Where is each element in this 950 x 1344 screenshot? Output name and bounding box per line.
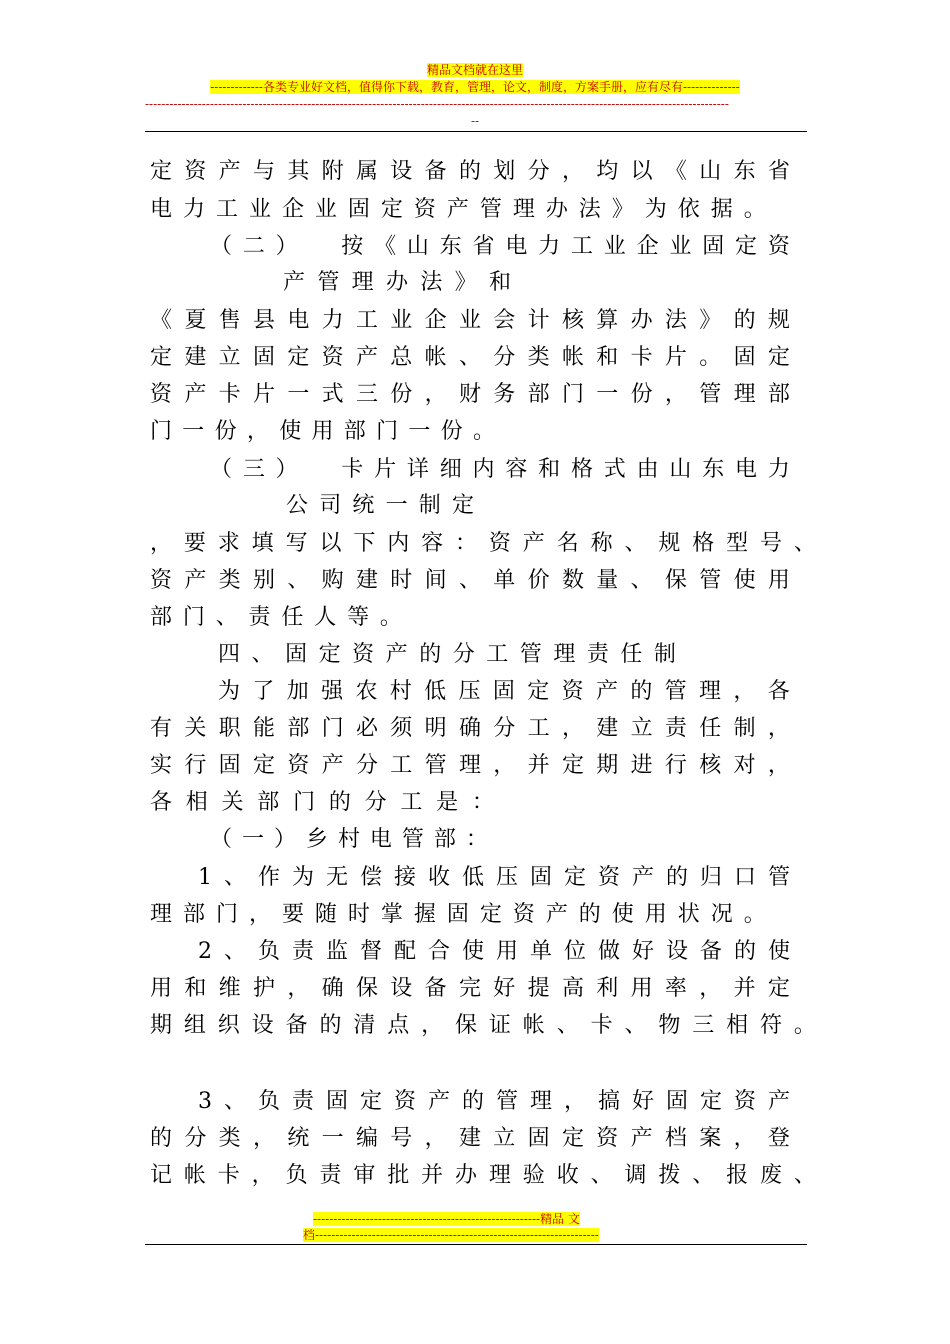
- text-line: 资 产 卡 片 一 式 三 份 ， 财 务 部 门 一 份 ， 管 理 部: [150, 382, 790, 407]
- text-line: 资 产 类 别 、 购 建 时 间 、 单 价 数 量 、 保 管 使 用: [150, 568, 790, 593]
- text-line: 产 管 理 办 法 》 和: [283, 270, 511, 295]
- text-line: 电 力 工 业 企 业 固 定 资 产 管 理 办 法 》 为 依 据 。: [150, 197, 766, 222]
- header-rule: [145, 131, 807, 132]
- list-item: 1 、 作 为 无 偿 接 收 低 压 固 定 资 产 的 归 口 管: [198, 865, 790, 890]
- header-title: 精品文档就在这里: [426, 63, 523, 77]
- text-line: ， 要 求 填 写 以 下 内 容 ： 资 产 名 称 、 规 格 型 号 、: [150, 531, 816, 556]
- text-line: 定 资 产 与 其 附 属 设 备 的 划 分 ， 均 以 《 山 东 省: [150, 159, 790, 184]
- list-item: 3 、 负 责 固 定 资 产 的 管 理 ， 搞 好 固 定 资 产: [198, 1089, 790, 1114]
- footer-line1: --------------------------------------------------------精品 文: [313, 1212, 580, 1226]
- header-dash-line: ------------------------------------------------------------------------------------------------------------------------------------------------: [145, 97, 729, 111]
- subsection-heading: （ 一 ） 乡 村 电 管 部 ：: [210, 827, 488, 852]
- footer-line2: 档----------------------------------------------------------------------: [303, 1228, 599, 1242]
- text-line: 的 分 类 ， 统 一 编 号 ， 建 立 固 定 资 产 档 案 ， 登: [150, 1126, 790, 1151]
- text-line: 门 一 份 ， 使 用 部 门 一 份 。: [150, 419, 495, 444]
- footer-rule: [145, 1244, 807, 1245]
- text-line: 用 和 维 护 ， 确 保 设 备 完 好 提 高 利 用 率 ， 并 定: [150, 976, 790, 1001]
- text-line: 记 帐 卡 ， 负 责 审 批 并 办 理 验 收 、 调 拨 、 报 废 、: [150, 1163, 816, 1188]
- text-line: （ 二 ） 按 《 山 东 省 电 力 工 业 企 业 固 定 资: [210, 234, 790, 259]
- text-line: 《 夏 售 县 电 力 工 业 企 业 会 计 核 算 办 法 》 的 规: [150, 308, 790, 333]
- text-line: 公 司 统 一 制 定: [286, 493, 474, 518]
- text-line: 部 门 、 责 任 人 等 。: [150, 605, 402, 630]
- text-line: 实 行 固 定 资 产 分 工 管 理 ， 并 定 期 进 行 核 对 ，: [150, 753, 790, 778]
- text-line: 期 组 织 设 备 的 清 点 ， 保 证 帐 、 卡 、 物 三 相 符 。: [150, 1013, 816, 1038]
- text-line: （ 三 ） 卡 片 详 细 内 容 和 格 式 由 山 东 电 力: [210, 457, 790, 482]
- header-tagline: -------------各类专业好文档，值得你下载，教育，管理，论文，制度，方案手册，应有尽有--------------: [210, 80, 740, 94]
- list-item: 2 、 负 责 监 督 配 合 使 用 单 位 做 好 设 备 的 使: [198, 939, 790, 964]
- text-line: 理 部 门 ， 要 随 时 掌 握 固 定 资 产 的 使 用 状 况 。: [150, 902, 766, 927]
- header-dash-tail: --: [470, 114, 480, 128]
- text-line: 定 建 立 固 定 资 产 总 帐 、 分 类 帐 和 卡 片 。 固 定: [150, 345, 790, 370]
- section-heading: 四 、 固 定 资 产 的 分 工 管 理 责 任 制: [218, 642, 676, 667]
- text-line: 各 相 关 部 门 的 分 工 是 ：: [150, 790, 494, 815]
- text-line: 有 关 职 能 部 门 必 须 明 确 分 工 ， 建 立 责 任 制 ，: [150, 716, 790, 741]
- text-line: 为 了 加 强 农 村 低 压 固 定 资 产 的 管 理 ， 各: [218, 679, 790, 704]
